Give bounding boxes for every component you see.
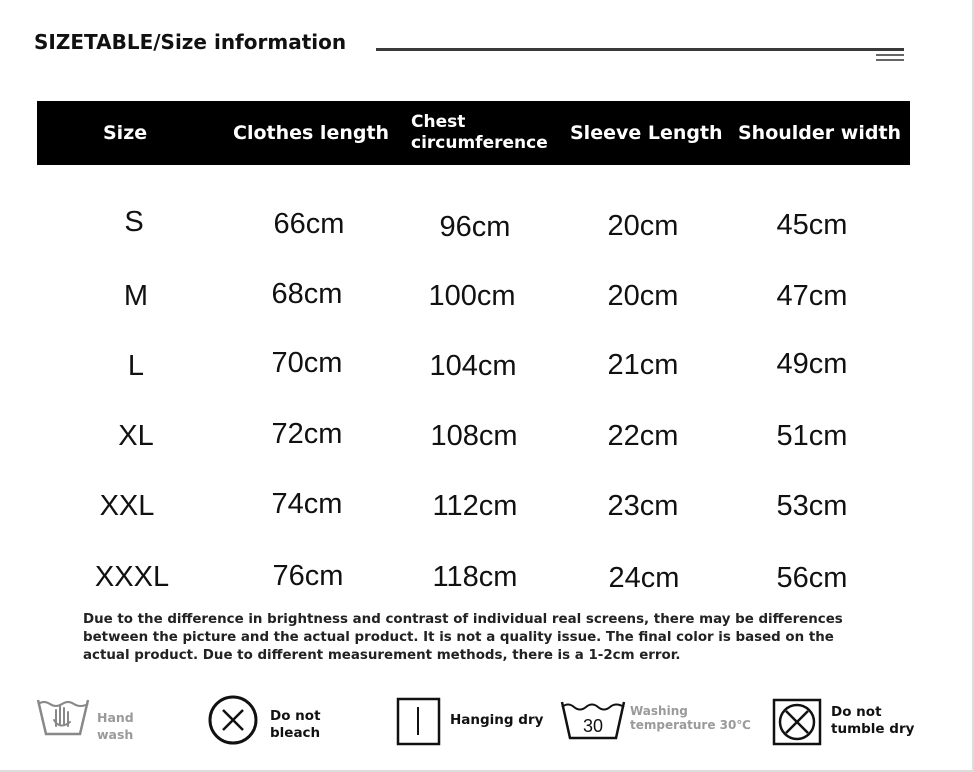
do-not-bleach-icon <box>207 694 259 746</box>
cell-chest: 108cm <box>430 420 518 452</box>
cell-chest: 104cm <box>429 350 517 382</box>
wash-temp-value: 30 <box>582 716 604 736</box>
header-chest-circumference <box>411 101 548 165</box>
cell-sleeve: 20cm <box>607 210 679 242</box>
table-header <box>37 101 910 165</box>
do-not-tumble-dry-line2: tumble dry <box>831 721 915 737</box>
hand-wash-label-line1: Hand <box>97 710 134 725</box>
washing-temperature-label <box>630 704 751 732</box>
do-not-bleach-label <box>270 708 321 742</box>
header-chest-line2: circumference <box>411 133 548 153</box>
cell-size: XXXL <box>94 561 170 593</box>
menu-lines-icon <box>876 54 904 64</box>
cell-sleeve: 24cm <box>608 562 680 594</box>
cell-shoulder: 45cm <box>776 209 848 241</box>
do-not-bleach-label-line1: Do not <box>270 708 321 724</box>
do-not-bleach-label-line2: bleach <box>270 725 321 741</box>
header-chest-line1: Chest <box>411 112 466 132</box>
disclaimer-note: Due to the difference in brightness and contrast of individual real screens, there may be differences between the picture and the actual product. It is not a quality issue. The final color is based on the actual product. Due to different measurement methods, there is a 1-2cm error. <box>83 612 843 663</box>
title-divider <box>376 48 904 51</box>
cell-size: S <box>124 206 144 238</box>
cell-shoulder: 47cm <box>776 280 848 312</box>
header-size: Size <box>103 122 148 144</box>
cell-shoulder: 56cm <box>776 562 848 594</box>
cell-sleeve: 20cm <box>607 280 679 312</box>
cell-sleeve: 23cm <box>607 490 679 522</box>
header-clothes-length: Clothes length <box>233 122 390 144</box>
wash-30-icon <box>560 699 626 741</box>
hanging-dry-label: Hanging dry <box>450 712 544 728</box>
cell-shoulder: 53cm <box>776 490 848 522</box>
cell-size: L <box>127 350 145 382</box>
cell-length: 66cm <box>273 208 345 240</box>
page-title: SIZETABLE/Size information <box>34 30 347 54</box>
cell-size: M <box>123 280 149 312</box>
cell-size: XL <box>118 420 154 452</box>
cell-chest: 96cm <box>439 211 511 243</box>
washing-temperature-line1: Washing <box>630 704 688 718</box>
hand-wash-label <box>97 709 134 743</box>
cell-length: 70cm <box>271 347 343 379</box>
cell-chest: 118cm <box>432 561 518 593</box>
cell-length: 76cm <box>272 560 344 592</box>
hanging-dry-icon <box>396 697 442 747</box>
cell-sleeve: 21cm <box>607 349 679 381</box>
header-shoulder-width: Shoulder width <box>738 122 902 144</box>
do-not-tumble-dry-label <box>831 704 914 738</box>
do-not-tumble-dry-line1: Do not <box>831 704 882 720</box>
cell-length: 72cm <box>271 418 343 450</box>
washing-temperature-line2: temperature 30℃ <box>630 718 751 732</box>
cell-shoulder: 49cm <box>776 348 848 380</box>
hand-wash-icon <box>36 696 90 738</box>
header-sleeve-length: Sleeve Length <box>570 122 723 144</box>
cell-chest: 112cm <box>432 490 518 522</box>
cell-length: 74cm <box>271 488 343 520</box>
cell-size: XXL <box>99 490 155 522</box>
cell-shoulder: 51cm <box>776 420 848 452</box>
cell-chest: 100cm <box>428 280 516 312</box>
hand-wash-label-line2: wash <box>97 727 134 742</box>
cell-sleeve: 22cm <box>607 420 679 452</box>
cell-length: 68cm <box>271 278 343 310</box>
do-not-tumble-dry-icon <box>772 698 822 746</box>
